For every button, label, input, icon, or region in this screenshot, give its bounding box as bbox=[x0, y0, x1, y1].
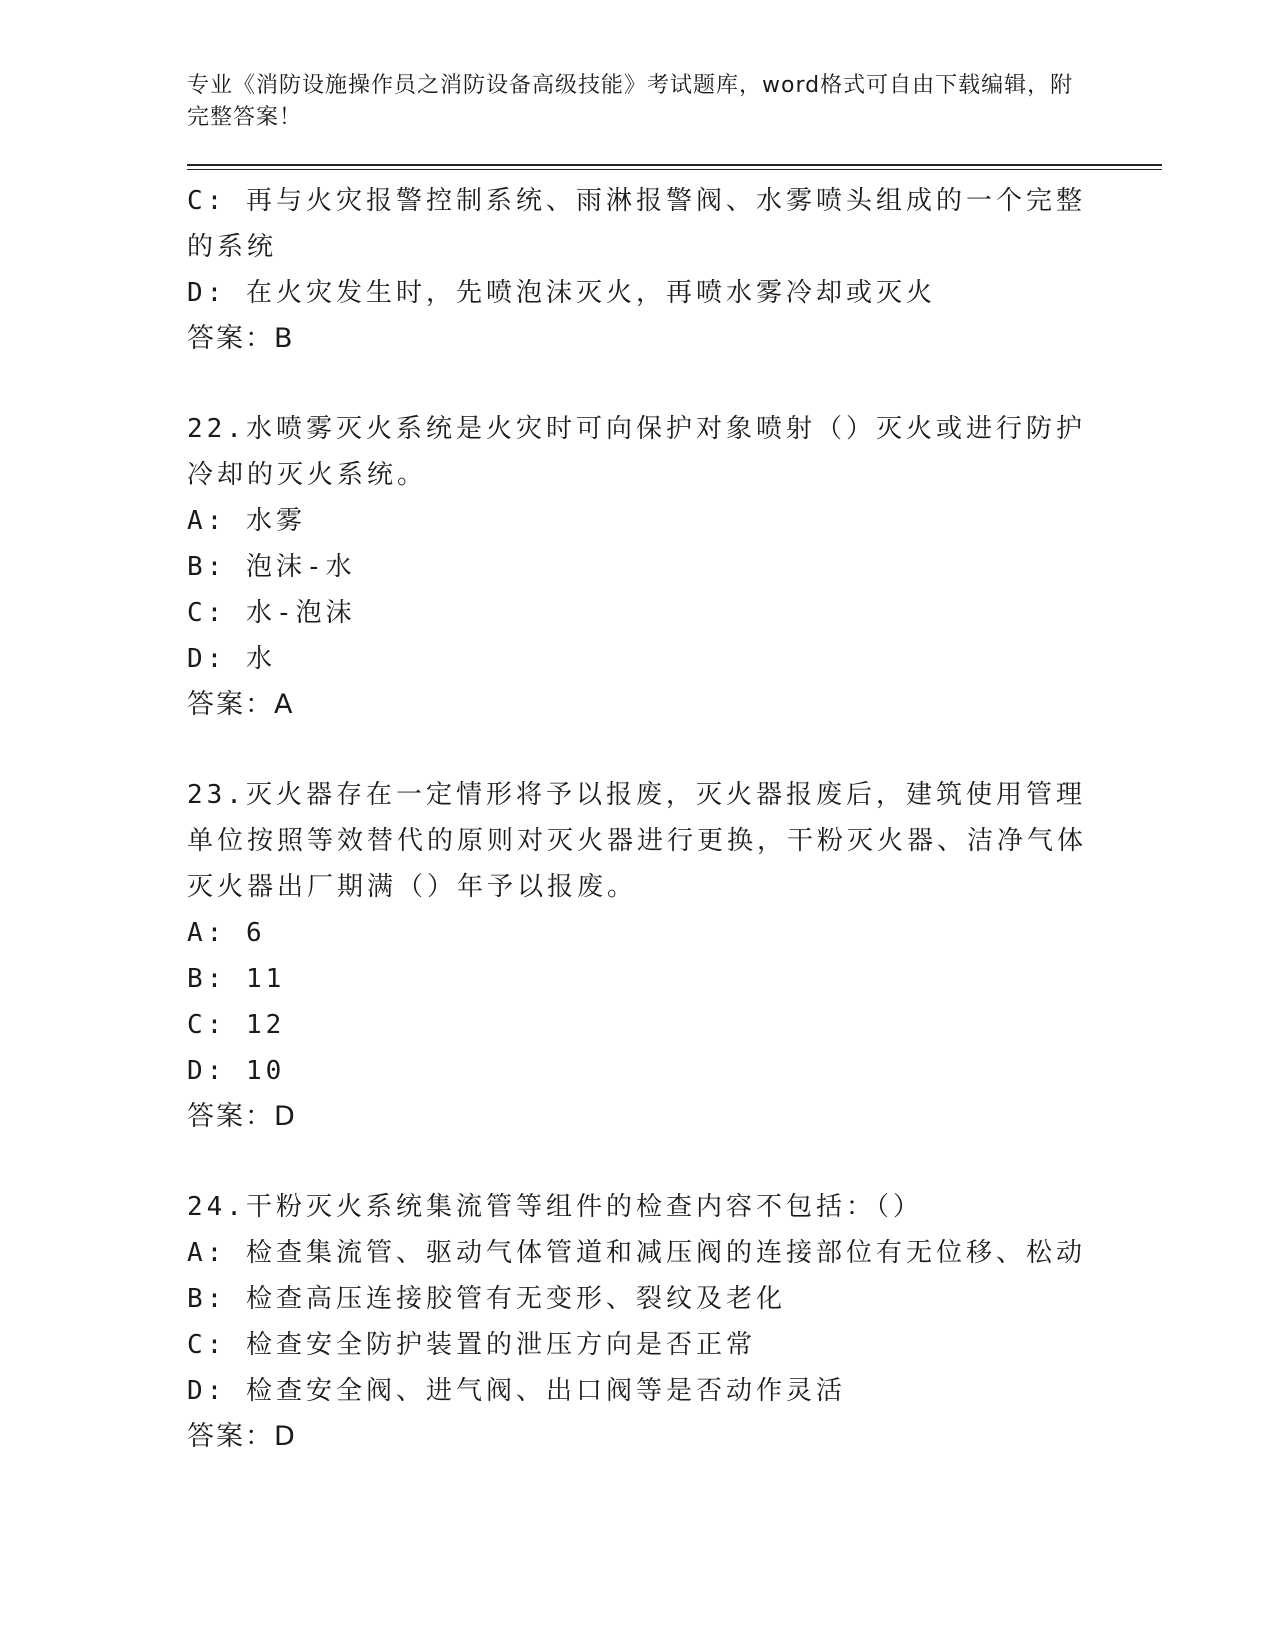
question-23 bbox=[187, 772, 1087, 1140]
question-stem: 24.干粉灭火系统集流管等组件的检查内容不包括：（） bbox=[187, 1192, 923, 1222]
option-b: B: 泡沫-水 bbox=[187, 552, 356, 582]
option-d: D: 检查安全阀、进气阀、出口阀等是否动作灵活 bbox=[187, 1376, 846, 1406]
answer: 答案：D bbox=[187, 1101, 297, 1132]
question-22 bbox=[187, 406, 1087, 728]
option-a: A: 检查集流管、驱动气体管道和减压阀的连接部位有无位移、松动 bbox=[187, 1238, 1086, 1268]
option-c: C: 水-泡沫 bbox=[187, 598, 356, 628]
document-page bbox=[187, 70, 1162, 1460]
answer: 答案：D bbox=[187, 1421, 297, 1452]
option-c: C: 再与火灾报警控制系统、雨淋报警阀、水雾喷头组成的一个完整的系统 bbox=[187, 186, 1086, 262]
option-d: D: 10 bbox=[187, 1056, 286, 1086]
answer: 答案：B bbox=[187, 323, 295, 354]
option-c: C: 12 bbox=[187, 1010, 286, 1040]
option-d: D: 在火灾发生时，先喷泡沫灭火，再喷水雾冷却或灭火 bbox=[187, 278, 936, 308]
question-stem: 23.灭火器存在一定情形将予以报废，灭火器报废后，建筑使用管理单位按照等效替代的原则对灭火器进行更换，干粉灭火器、洁净气体灭火器出厂期满（）年予以报废。 bbox=[187, 780, 1088, 902]
option-c: C: 检查安全防护装置的泄压方向是否正常 bbox=[187, 1330, 756, 1360]
header-divider bbox=[187, 164, 1162, 170]
option-d: D: 水 bbox=[187, 644, 276, 674]
question-list bbox=[187, 178, 1087, 1460]
answer: 答案：A bbox=[187, 689, 295, 720]
header-note: 专业《消防设施操作员之消防设备高级技能》考试题库，word格式可自由下载编辑，附完整答案！ bbox=[187, 73, 1074, 130]
question-stem: 22.水喷雾灭火系统是火灾时可向保护对象喷射（）灭火或进行防护冷却的灭火系统。 bbox=[187, 414, 1086, 490]
option-a: A: 水雾 bbox=[187, 506, 306, 536]
previous-question-continuation bbox=[187, 178, 1087, 362]
option-b: B: 检查高压连接胶管有无变形、裂纹及老化 bbox=[187, 1284, 786, 1314]
option-b: B: 11 bbox=[187, 964, 286, 994]
option-a: A: 6 bbox=[187, 918, 266, 948]
question-24 bbox=[187, 1184, 1087, 1460]
